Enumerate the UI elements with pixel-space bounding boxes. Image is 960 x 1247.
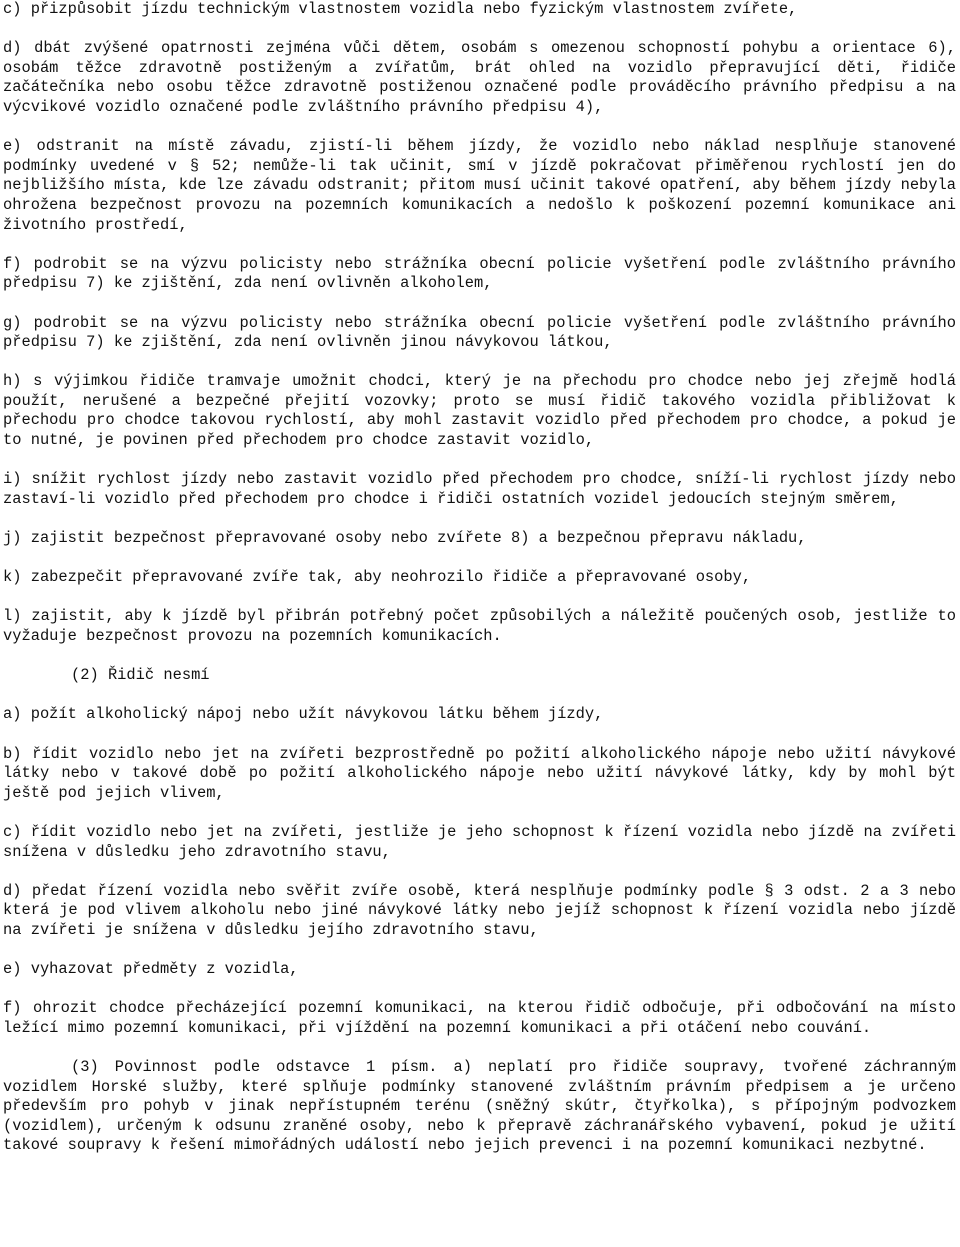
paragraph-b-no-driving-under-influence: b) řídit vozidlo nebo jet na zvířeti bezprostředně po požití alkoholického nápoje nebo užití návykové látky nebo v takové době po požití alkoholického nápoje nebo užití návykové látky, kdy by mohl být ještě pod jejich vlivem, [3,744,956,802]
paragraph-f-endanger-pedestrians: f) ohrozit chodce přecházející pozemní komunikaci, na kterou řidič odbočuje, při odbočování na místo ležící mimo pozemní komunikaci, při vjíždění na pozemní komunikaci a při otáčení nebo couvání. [3,999,956,1037]
section-heading-driver-must-not: (2) Řidič nesmí [71,666,210,685]
paragraph-g-drug-test: g) podrobit se na výzvu policisty nebo strážníka obecní policie vyšetření podle zvláštního právního předpisu 7) ke zjištění, zda není ovlivněn jinou návykovou látkou, [3,313,956,352]
paragraph-d-increased-caution: d) dbát zvýšené opatrnosti zejména vůči dětem, osobám s omezenou schopností pohybu a orientace 6), osobám těžce zdravotně postiženým a zvířatům, brát ohled na vozidlo přepravující děti, řidiče začátečníka nebo osobu těžce zdravotně postiženou označené podle prováděcího právního předpisu a na výcvikové vozidlo označené podle zvláštního právního předpisu 4), [3,39,956,116]
paragraph-h-pedestrian-crossing: h) s výjimkou řidiče tramvaje umožnit chodci, který je na přechodu pro chodce nebo jej zřejmě hodlá použít, nerušené a bezpečné přejití vozovky; proto se musí řidič takového vozidla přibližovat k přechodu pro chodce takovou rychlostí, aby mohl zastavit vozidlo před přechodem pro chodce, a pokud je to nutné, je povinen před přechodem pro chodce zastavit vozidlo, [3,372,956,450]
document-page [3,0,956,1176]
paragraph-f-alcohol-test: f) podrobit se na výzvu policisty nebo strážníka obecní policie vyšetření podle zvláštního právního předpisu 7) ke zjištění, zda není ovlivněn alkoholem, [3,254,956,293]
paragraph-c-health-state: c) řídit vozidlo nebo jet na zvířeti, jestliže je jeho schopnost k řízení vozidla nebo jízdě na zvířeti snížena v důsledku jeho zdravotního stavu, [3,822,956,861]
paragraph-e-throwing-objects: e) vyhazovat předměty z vozidla, [3,960,299,979]
paragraph-e-remove-defect: e) odstranit na místě závadu, zjistí-li během jízdy, že vozidlo nebo náklad nesplňuje stanovené podmínky uvedené v § 52; nemůže-li tak učinit, smí v jízdě pokračovat přiměřenou rychlostí jen do nejbližšího místa, kde lze závadu odstranit; přitom musí učinit takové opatření, aby během jízdy nebyla ohrožena bezpečnost provozu na pozemních komunikacích a nedošlo k poškození pozemní komunikace ani životního prostředí, [3,137,956,234]
paragraph-k-secure-animal: k) zabezpečit přepravované zvíře tak, aby neohrozilo řidiče a přepravované osoby, [3,568,752,587]
paragraph-c-adjust-driving: c) přizpůsobit jízdu technickým vlastnostem vozidla nebo fyzickým vlastnostem zvířete, [3,0,798,18]
paragraph-j-secure-passengers: j) zajistit bezpečnost přepravované osoby nebo zvířete 8) a bezpečnou přepravu nákladu, [3,529,807,548]
paragraph-l-crew: l) zajistit, aby k jízdě byl přibrán potřebný počet způsobilých a náležitě poučených osob, jestliže to vyžaduje bezpečnost provozu na pozemních komunikacích. [3,607,956,645]
paragraph-d-handover: d) předat řízení vozidla nebo svěřit zvíře osobě, která nesplňuje podmínky podle § 3 odst. 2 a 3 nebo která je pod vlivem alkoholu nebo jiné návykové látky nebo jejíž schopnost k řízení vozidla nebo jízdě na zvířeti je snížena v důsledku jejího zdravotního stavu, [3,881,956,939]
paragraph-i-reduce-speed: i) snížit rychlost jízdy nebo zastavit vozidlo před přechodem pro chodce, sníží-li rychlost jízdy nebo zastaví-li vozidlo před přechodem pro chodce i řidiči ostatních vozidel jedoucích stejným směrem, [3,470,956,508]
paragraph-a-no-alcohol: a) požít alkoholický nápoj nebo užít návykovou látku během jízdy, [3,705,604,724]
paragraph-3-mountain-rescue: (3) Povinnost podle odstavce 1 písm. a) neplatí pro řidiče soupravy, tvořené záchranným vozidlem Horské služby, které splňuje podmínky stanovené zvláštním právním předpisem a je určeno především pro pohyb v jinak nepřístupném terénu (sněžný skútr, čtyřkolka), s přípojným podvozkem (vozidlem), určeným k odsunu zraněné osoby, nebo k přepravě záchranářského vybavení, pokud je užití takové soupravy k řešení mimořádných událostí nebo jejich prevenci i na pozemní komunikaci nezbytné. [3,1058,956,1155]
